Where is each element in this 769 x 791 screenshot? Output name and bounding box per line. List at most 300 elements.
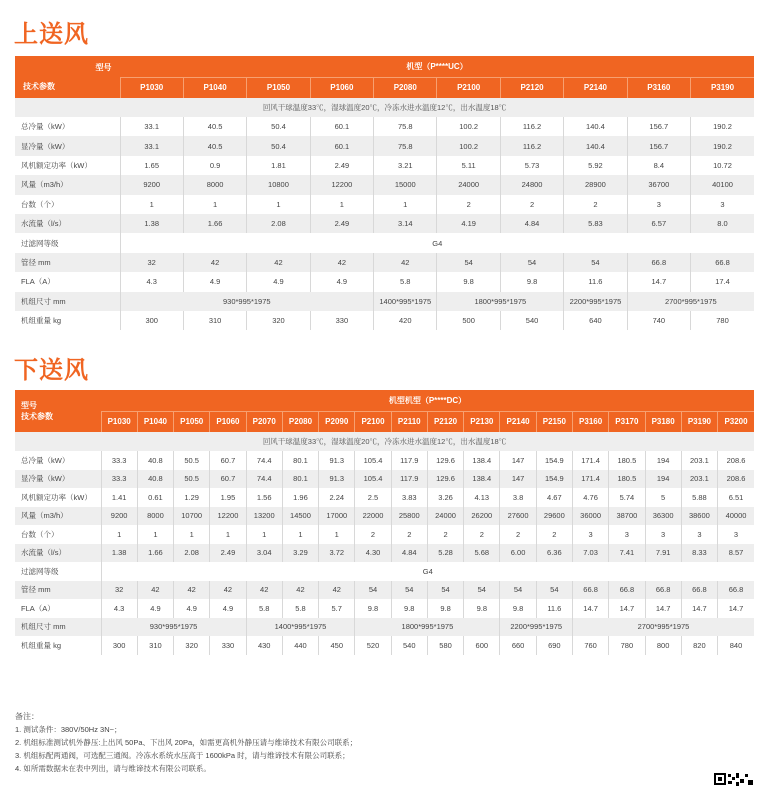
- table-cell: 14.7: [718, 599, 754, 618]
- corner-header: [15, 56, 120, 98]
- table-cell: 33.3: [101, 451, 137, 470]
- table-cell: 4.76: [572, 488, 608, 507]
- table-cell: 9.8: [500, 599, 536, 618]
- table-cell: 1: [183, 195, 246, 214]
- table-cell: 760: [572, 636, 608, 655]
- table-cell: 4.9: [247, 272, 310, 291]
- table-cell: 5.92: [564, 156, 627, 175]
- spec-table-top-supply: [15, 56, 754, 330]
- table-cell: 450: [319, 636, 355, 655]
- table-cell: 3.72: [319, 544, 355, 563]
- row-label: 风机额定功率（kW）: [15, 156, 120, 175]
- model-header: P1030: [120, 77, 183, 98]
- table-cell: 14500: [282, 507, 318, 526]
- row-label: 风量（m3/h）: [15, 507, 101, 526]
- table-cell: 14.7: [572, 599, 608, 618]
- model-header: P2150: [536, 411, 572, 432]
- model-header: P1050: [174, 411, 210, 432]
- model-header: P3190: [691, 77, 754, 98]
- table-cell: 66.8: [572, 581, 608, 600]
- table-cell: 310: [137, 636, 173, 655]
- corner-model-label: 型号: [21, 401, 37, 410]
- table-cell: 66.8: [645, 581, 681, 600]
- table-cell: 520: [355, 636, 391, 655]
- note-item: 4. 如所需数据未在表中列出，请与维谛技术有限公司联系。: [15, 764, 211, 773]
- model-group-header: 机型（P****UC）: [120, 56, 754, 77]
- table-cell: 29600: [536, 507, 572, 526]
- table-cell: 190.2: [691, 136, 754, 155]
- table-cell: 780: [609, 636, 645, 655]
- table-cell: 3.29: [282, 544, 318, 563]
- table-cell: 320: [247, 311, 310, 330]
- model-header: P1050: [247, 77, 310, 98]
- table-cell: 3: [645, 525, 681, 544]
- qr-code-icon: [714, 773, 754, 787]
- spec-table-bottom-supply: [15, 390, 754, 655]
- table-cell: 25800: [391, 507, 427, 526]
- table-cell: 6.51: [718, 488, 754, 507]
- table-cell: 5.28: [427, 544, 463, 563]
- table-cell: 138.4: [464, 451, 500, 470]
- table-cell: 3.04: [246, 544, 282, 563]
- table-cell: 24800: [500, 175, 563, 194]
- row-label: 风机额定功率（kW）: [15, 488, 101, 507]
- table-cell: 24000: [437, 175, 500, 194]
- table-cell: 330: [310, 311, 373, 330]
- table-cell: 66.8: [718, 581, 754, 600]
- table-cell: 2700*995*1975: [572, 618, 754, 637]
- table-cell: 17000: [319, 507, 355, 526]
- table-cell: 14.7: [645, 599, 681, 618]
- table-cell: 38600: [681, 507, 717, 526]
- notes-title: 备注：: [15, 712, 39, 721]
- table-cell: 9.8: [500, 272, 563, 291]
- table-row: [15, 195, 754, 214]
- table-cell: 1.66: [137, 544, 173, 563]
- table-cell: 54: [500, 253, 563, 272]
- table-cell: 33.3: [101, 470, 137, 489]
- model-header: P3180: [645, 411, 681, 432]
- table-cell: 5.7: [319, 599, 355, 618]
- table-cell: 156.7: [627, 117, 690, 136]
- table-cell: 14.7: [627, 272, 690, 291]
- table-cell: 50.5: [174, 451, 210, 470]
- table-cell: 32: [120, 253, 183, 272]
- row-label: 过滤网等级: [15, 233, 120, 252]
- note-item: 1. 测试条件：380V/50Hz 3N~；: [15, 725, 122, 734]
- table-cell: 140.4: [564, 136, 627, 155]
- table-cell: 420: [374, 311, 437, 330]
- section-title-bottom-supply: 下送风: [14, 356, 89, 384]
- model-header: P2140: [500, 411, 536, 432]
- table-cell: 5.8: [374, 272, 437, 291]
- table-cell: 1.29: [174, 488, 210, 507]
- model-group-header: 机型机型（P****DC）: [101, 390, 754, 411]
- table-cell: 54: [564, 253, 627, 272]
- table-cell: 7.41: [609, 544, 645, 563]
- table-cell: 1: [247, 195, 310, 214]
- table-cell: 320: [174, 636, 210, 655]
- table-cell: 800: [645, 636, 681, 655]
- table-cell: 15000: [374, 175, 437, 194]
- table-cell: 4.84: [391, 544, 427, 563]
- table-cell: 54: [500, 581, 536, 600]
- table-cell: 1: [374, 195, 437, 214]
- table-cell: 9.8: [391, 599, 427, 618]
- table-cell: 1.95: [210, 488, 246, 507]
- table-cell: 10.72: [691, 156, 754, 175]
- table-cell: 147: [500, 470, 536, 489]
- table-cell: 42: [246, 581, 282, 600]
- table-cell: 10700: [174, 507, 210, 526]
- table-cell: 1.66: [183, 214, 246, 233]
- table-row: [15, 175, 754, 194]
- table-cell: 8.0: [691, 214, 754, 233]
- table-cell: 4.30: [355, 544, 391, 563]
- table-cell: 33.1: [120, 117, 183, 136]
- table-cell: 28900: [564, 175, 627, 194]
- table-cell: 42: [247, 253, 310, 272]
- table-cell: 1400*995*1975: [246, 618, 355, 637]
- table-cell: 4.9: [210, 599, 246, 618]
- model-header: P2120: [500, 77, 563, 98]
- table-cell: 36300: [645, 507, 681, 526]
- table-cell: 129.6: [427, 451, 463, 470]
- table-cell: 3.8: [500, 488, 536, 507]
- table-cell: 4.19: [437, 214, 500, 233]
- table-cell: 100.2: [437, 117, 500, 136]
- row-label: 过滤网等级: [15, 562, 101, 581]
- table-cell: 38700: [609, 507, 645, 526]
- table-cell: 1: [319, 525, 355, 544]
- table-cell: 105.4: [355, 470, 391, 489]
- table-row: [15, 562, 754, 581]
- row-label: 水流量（l/s）: [15, 214, 120, 233]
- table-cell: 32: [101, 581, 137, 600]
- table-cell: 1800*995*1975: [355, 618, 500, 637]
- table-cell: 8.33: [681, 544, 717, 563]
- model-header: P1040: [137, 411, 173, 432]
- table-row: [15, 292, 754, 311]
- table-cell: 4.9: [183, 272, 246, 291]
- table-cell: 11.6: [536, 599, 572, 618]
- table-row: [15, 636, 754, 655]
- table-cell: 540: [500, 311, 563, 330]
- model-header: P1060: [310, 77, 373, 98]
- test-condition: 回风干球温度33℃，湿球温度20℃，冷冻水进水温度12℃，出水温度18℃: [15, 432, 754, 451]
- table-row: [15, 470, 754, 489]
- table-cell: 208.6: [718, 451, 754, 470]
- table-cell: 600: [464, 636, 500, 655]
- table-cell: 3.14: [374, 214, 437, 233]
- test-condition: 回风干球温度33℃，湿球温度20℃，冷冻水进水温度12℃，出水温度18℃: [15, 98, 754, 117]
- table-cell: 4.3: [120, 272, 183, 291]
- table-cell: 2.49: [210, 544, 246, 563]
- table-cell: 180.5: [609, 451, 645, 470]
- table-cell: 42: [282, 581, 318, 600]
- note-item: 2. 机组标准测试机外静压:上出风 50Pa、下出风 20Pa，如需更高机外静压请与维谛技术有限公司联系；: [15, 738, 358, 747]
- table-cell: 26200: [464, 507, 500, 526]
- table-cell: 3: [572, 525, 608, 544]
- row-label: 显冷量（kW）: [15, 136, 120, 155]
- table-cell: 5: [645, 488, 681, 507]
- model-header: P2090: [319, 411, 355, 432]
- row-label: FLA（A）: [15, 599, 101, 618]
- table-cell: 930*995*1975: [120, 292, 374, 311]
- note-item: 3. 机组标配两通阀，可选配三通阀。冷冻水系统水压高于 1600kPa 时，请与维谛技术有限公司联系；: [15, 751, 350, 760]
- table-cell: 5.8: [282, 599, 318, 618]
- table-cell: 80.1: [282, 451, 318, 470]
- table-cell: 2200*995*1975: [564, 292, 627, 311]
- table-cell: 5.83: [564, 214, 627, 233]
- table-cell: 60.1: [310, 136, 373, 155]
- table-row: [15, 156, 754, 175]
- row-label: 台数（个）: [15, 195, 120, 214]
- table-cell: 40.5: [183, 136, 246, 155]
- row-label: 机组尺寸 mm: [15, 618, 101, 637]
- model-header: P1040: [183, 77, 246, 98]
- model-header: P2100: [355, 411, 391, 432]
- table-cell: 208.6: [718, 470, 754, 489]
- table-cell: 80.1: [282, 470, 318, 489]
- table-cell: 66.8: [627, 253, 690, 272]
- table-cell: 171.4: [572, 470, 608, 489]
- table-cell: 9200: [120, 175, 183, 194]
- table-cell: 9.8: [427, 599, 463, 618]
- table-cell: 13200: [246, 507, 282, 526]
- table-cell: 60.1: [310, 117, 373, 136]
- table-cell: 8.4: [627, 156, 690, 175]
- table-cell: 147: [500, 451, 536, 470]
- row-label: 总冷量（kW）: [15, 451, 101, 470]
- row-label: 管径 mm: [15, 253, 120, 272]
- row-label: 管径 mm: [15, 581, 101, 600]
- row-label: 总冷量（kW）: [15, 117, 120, 136]
- table-cell: 117.9: [391, 470, 427, 489]
- table-cell: 1: [310, 195, 373, 214]
- table-cell: 42: [319, 581, 355, 600]
- table-cell: 1.38: [101, 544, 137, 563]
- table-cell: 820: [681, 636, 717, 655]
- table-cell: 171.4: [572, 451, 608, 470]
- table-cell: G4: [120, 233, 754, 252]
- table-cell: 2.49: [310, 156, 373, 175]
- table-cell: 4.67: [536, 488, 572, 507]
- table-cell: 27600: [500, 507, 536, 526]
- table-cell: 3: [609, 525, 645, 544]
- section-title-top-supply: 上送风: [14, 20, 89, 48]
- table-cell: 33.1: [120, 136, 183, 155]
- table-row: [15, 544, 754, 563]
- table-cell: 9.8: [437, 272, 500, 291]
- table-cell: 9.8: [355, 599, 391, 618]
- corner-header: [15, 390, 101, 432]
- table-cell: 36700: [627, 175, 690, 194]
- table-cell: 54: [427, 581, 463, 600]
- table-cell: 3: [718, 525, 754, 544]
- table-cell: 2: [564, 195, 627, 214]
- table-cell: 2.24: [319, 488, 355, 507]
- table-cell: 4.9: [174, 599, 210, 618]
- table-cell: 105.4: [355, 451, 391, 470]
- corner-model-label: 型号: [95, 63, 112, 72]
- table-cell: 4.9: [310, 272, 373, 291]
- table-cell: 1.56: [246, 488, 282, 507]
- table-cell: 203.1: [681, 470, 717, 489]
- table-cell: 54: [391, 581, 427, 600]
- table-cell: 7.03: [572, 544, 608, 563]
- table-cell: 3: [627, 195, 690, 214]
- table-cell: 54: [437, 253, 500, 272]
- model-header: P2100: [437, 77, 500, 98]
- table-cell: 42: [183, 253, 246, 272]
- table-cell: 74.4: [246, 470, 282, 489]
- table-row: [15, 253, 754, 272]
- table-cell: 2: [437, 195, 500, 214]
- table-cell: 194: [645, 470, 681, 489]
- row-label: 机组重量 kg: [15, 636, 101, 655]
- table-cell: 1.65: [120, 156, 183, 175]
- table-cell: 3: [691, 195, 754, 214]
- table-row: [15, 488, 754, 507]
- table-cell: 930*995*1975: [101, 618, 246, 637]
- table-cell: 42: [137, 581, 173, 600]
- table-cell: 6.36: [536, 544, 572, 563]
- table-cell: 75.8: [374, 117, 437, 136]
- table-cell: 8000: [137, 507, 173, 526]
- model-header: P2110: [391, 411, 427, 432]
- table-cell: 2: [355, 525, 391, 544]
- table-cell: 54: [464, 581, 500, 600]
- table-cell: 9.8: [464, 599, 500, 618]
- table-cell: 14.7: [681, 599, 717, 618]
- table-cell: 4.9: [137, 599, 173, 618]
- table-cell: 330: [210, 636, 246, 655]
- table-cell: 840: [718, 636, 754, 655]
- table-row: [15, 599, 754, 618]
- row-label: 台数（个）: [15, 525, 101, 544]
- model-header: P3160: [627, 77, 690, 98]
- table-cell: 2700*995*1975: [627, 292, 754, 311]
- table-cell: 0.9: [183, 156, 246, 175]
- table-cell: 540: [391, 636, 427, 655]
- model-header: P2120: [427, 411, 463, 432]
- table-cell: 50.4: [247, 117, 310, 136]
- table-cell: 156.7: [627, 136, 690, 155]
- table-cell: 74.4: [246, 451, 282, 470]
- row-label: FLA（A）: [15, 272, 120, 291]
- table-cell: 310: [183, 311, 246, 330]
- row-label: 水流量（l/s）: [15, 544, 101, 563]
- table-cell: 10800: [247, 175, 310, 194]
- table-cell: 2200*995*1975: [500, 618, 573, 637]
- model-header: P2080: [374, 77, 437, 98]
- model-header: P3170: [609, 411, 645, 432]
- table-cell: 1: [120, 195, 183, 214]
- table-cell: 50.5: [174, 470, 210, 489]
- model-header: P3160: [572, 411, 608, 432]
- table-cell: 9200: [101, 507, 137, 526]
- table-cell: 8000: [183, 175, 246, 194]
- table-cell: 100.2: [437, 136, 500, 155]
- table-row: [15, 136, 754, 155]
- table-cell: 91.3: [319, 470, 355, 489]
- model-header: P3200: [718, 411, 754, 432]
- table-cell: 12200: [310, 175, 373, 194]
- table-row: [15, 117, 754, 136]
- table-cell: 5.73: [500, 156, 563, 175]
- table-cell: 138.4: [464, 470, 500, 489]
- table-cell: 1.38: [120, 214, 183, 233]
- table-cell: 36000: [572, 507, 608, 526]
- table-cell: 1: [101, 525, 137, 544]
- table-cell: 75.8: [374, 136, 437, 155]
- table-cell: 42: [210, 581, 246, 600]
- table-cell: 40.8: [137, 451, 173, 470]
- table-row: [15, 233, 754, 252]
- table-cell: 1: [174, 525, 210, 544]
- table-cell: 3.26: [427, 488, 463, 507]
- model-header: P1030: [101, 411, 137, 432]
- table-cell: 54: [355, 581, 391, 600]
- table-cell: 2.08: [247, 214, 310, 233]
- table-cell: 2: [464, 525, 500, 544]
- table-cell: 66.8: [609, 581, 645, 600]
- table-cell: 580: [427, 636, 463, 655]
- model-header: P2070: [246, 411, 282, 432]
- table-cell: 1: [137, 525, 173, 544]
- table-cell: 140.4: [564, 117, 627, 136]
- table-cell: 14.7: [609, 599, 645, 618]
- row-label: 机组尺寸 mm: [15, 292, 120, 311]
- table-cell: 3: [681, 525, 717, 544]
- table-cell: 24000: [427, 507, 463, 526]
- table-cell: 1: [210, 525, 246, 544]
- table-cell: 116.2: [500, 136, 563, 155]
- table-cell: 42: [374, 253, 437, 272]
- table-cell: 1400*995*1975: [374, 292, 437, 311]
- table-cell: 180.5: [609, 470, 645, 489]
- table-cell: 5.8: [246, 599, 282, 618]
- table-cell: 640: [564, 311, 627, 330]
- table-cell: 1.81: [247, 156, 310, 175]
- table-row: [15, 581, 754, 600]
- table-cell: 8.57: [718, 544, 754, 563]
- table-cell: 2: [427, 525, 463, 544]
- table-cell: 50.4: [247, 136, 310, 155]
- table-cell: 40000: [718, 507, 754, 526]
- table-cell: 7.91: [645, 544, 681, 563]
- corner-param-label: 技术参数: [21, 412, 53, 421]
- table-cell: 3.21: [374, 156, 437, 175]
- model-header: P2130: [464, 411, 500, 432]
- table-cell: 2.08: [174, 544, 210, 563]
- table-cell: 60.7: [210, 470, 246, 489]
- table-cell: 116.2: [500, 117, 563, 136]
- model-header: P2140: [564, 77, 627, 98]
- table-cell: 66.8: [691, 253, 754, 272]
- table-cell: 660: [500, 636, 536, 655]
- table-cell: 54: [536, 581, 572, 600]
- table-cell: 129.6: [427, 470, 463, 489]
- table-cell: 17.4: [691, 272, 754, 291]
- table-cell: 2: [500, 195, 563, 214]
- table-cell: 154.9: [536, 470, 572, 489]
- table-cell: 300: [120, 311, 183, 330]
- table-cell: 22000: [355, 507, 391, 526]
- model-header: P3190: [681, 411, 717, 432]
- table-cell: 4.13: [464, 488, 500, 507]
